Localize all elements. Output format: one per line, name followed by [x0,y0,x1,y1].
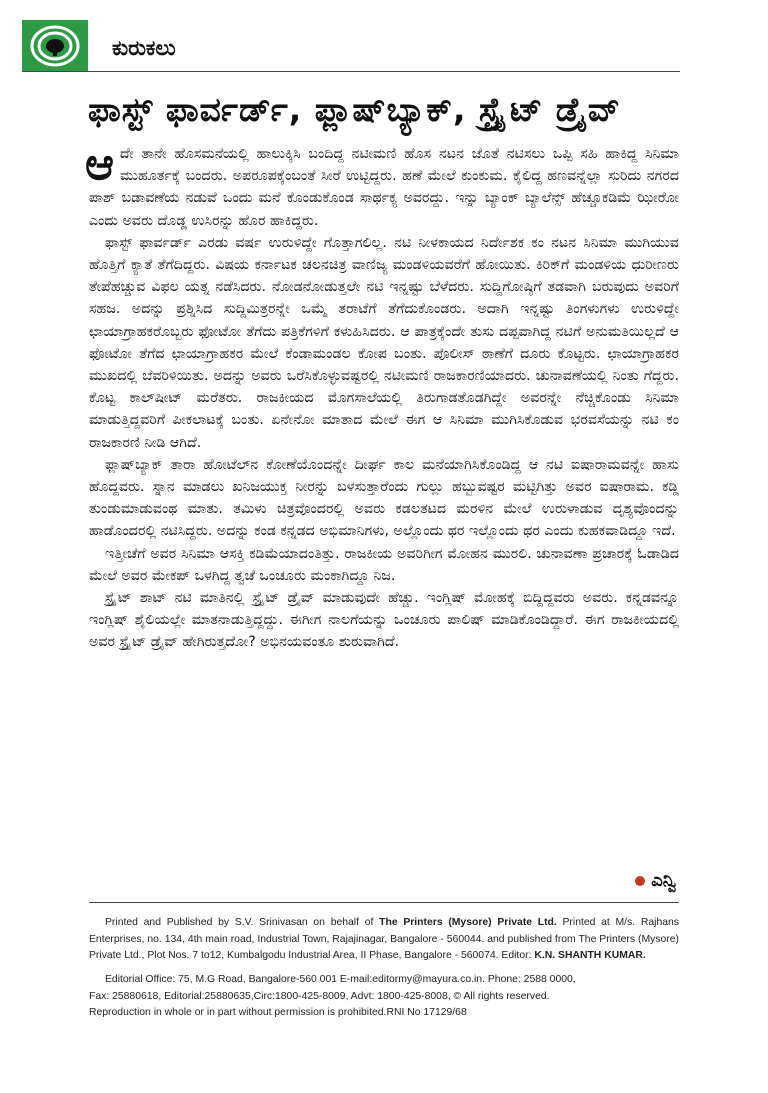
editorial-line: Fax: 25880618, Editorial:25880635,Circ:1800-425-8009, Advt: 1800-425-8008, © All rights reserved. [89,990,550,1002]
article-title: ಫಾಸ್ಟ್ ಫಾರ್ವರ್ಡ್, ಫ್ಲಾಷ್‌ಬ್ಯಾಕ್, ಸ್ಟ್ರೈಟ್ ಡ್ರೈವ್ [88,90,621,129]
editorial-line: Reproduction in whole or in part without permission is prohibited.RNI No 17129/68 [89,1007,467,1018]
article-body [85,139,679,654]
editorial-line: Editorial Office: 75, M.G Road, Bangalore-560 001 E-mail:editormy@mayura.co.in. Phone: 2588 0000, [105,974,576,985]
author-name: ಎನ್ವಿ [651,870,676,891]
page-header [22,20,682,72]
drop-cap: ಆ [85,139,115,190]
footer-divider [89,902,679,903]
circular-swirl-logo-icon [22,20,88,72]
article-paragraph: ಆದೇ ತಾನೇ ಹೊಸಮನೆಯಲ್ಲಿ ಹಾಲುಕ್ಕಿಸಿ ಬಂದಿದ್ದ ನಟೀಮಣಿ ಹೊಸ ನಟನ ಜೊತೆ ನಟಿಸಲು ಒಪ್ಪಿ ಸಹಿ ಹಾಕಿದ್ದ ಸಿನಿಮಾ ಮುಹೂರ್ತಕ್ಕೆ ಬಂದರು. ಅಪರೂಪಕ್ಕೆಂಬಂತೆ ಸೀರೆ ಉಟ್ಟಿದ್ದರು. ಹಣೆ ಮೇಲೆ ಕುಂಕುಮ. ಕೈಲಿದ್ದ ಹಣವನ್ನೆಲ್ಲಾ ಸುರಿದು ನಗರದ ಪಾಶ್ ಬಡಾವಣೆಯ ನಡುವೆ ಒಂದು ಮನೆ ಕೊಂಡುಕೊಂಡ ಸಾರ್ಥಕ್ಯ ಅವರದ್ದು. ಇನ್ನು ಬ್ಯಾಂಕ್ ಬ್ಯಾಲೆನ್ಸ್ ಹೆಚ್ಚೂಕಡಿಮೆ ಝೀರೋ ಎಂದು ಅವರು ದೊಡ್ಡ ಉಸಿರನ್ನು ಹೊರ ಹಾಕಿದ್ದರು. [85,139,679,229]
article-paragraph: ಫಾಸ್ಟ್ ಫಾರ್ವರ್ಡ್ ಎರಡು ವರ್ಷ ಉರುಳಿದ್ದೇ ಗೊತ್ತಾಗಲಿಲ್ಲ. ನಟಿ ನೀಳಕಾಯದ ನಿರ್ದೇಶಕ ಕಂ ನಟನ ಸಿನಿಮಾ ಮುಗಿಯುವ ಹೊತ್ತಿಗೆ ಕ್ಯಾತೆ ತೆಗೆದಿದ್ದರು. ವಿಷಯ ಕರ್ನಾಟಕ ಚಲನಚಿತ್ರ ವಾಣಿಜ್ಯ ಮಂಡಳಿಯವರೆಗೆ ಹೋಯಿತು. ಕಿರಿಕ್‌ಗೆ ಮಂಡಳಿಯ ಧುರೀಣರು ತೇಪೆಹಚ್ಚುವ ವಿಫಲ ಯತ್ನ ನಡೆಸಿದರು. ನೋಡನೋಡುತ್ತಲೇ ನಟಿ ಇನ್ನಷ್ಟು ಬೆಳೆದರು. ಸುದ್ದಿಗೋಷ್ಠಿಗೆ ತಡವಾಗಿ ಬರುವುದು ಅವರಿಗೆ ಸಹಜ. ಅದನ್ನು ಪ್ರಶ್ನಿಸಿದ ಸುದ್ದಿಮಿತ್ರರನ್ನೇ ಒಮ್ಮೆ ತರಾಟೆಗೆ ತೆಗೆದುಕೊಂಡರು. ಅದಾಗಿ ಇನ್ನಷ್ಟು ತಿಂಗಳುಗಳು ಉರುಳಿದ್ದೇ ಛಾಯಾಗ್ರಾಹಕರೊಬ್ಬರು ಫೋಟೋ ತೆಗೆದು ಪತ್ರಿಕೆಗಳಿಗೆ ಕಳುಹಿಸಿದರು. ಆ ಪಾತ್ರಕ್ಕೆಂದೇ ತುಸು ದಪ್ಪವಾಗಿದ್ದ ನಟಿಗೆ ಅನುಮತಿಯಿಲ್ಲದೆ ಆ ಫೋಟೋ ತೆಗೆದ ಛಾಯಾಗ್ರಾಹಕರ ಮೇಲೆ ಕೆಂಡಾಮಂಡಲ ಕೋಪ ಬಂತು. ಪೊಲೀಸ್ ಠಾಣೆಗೆ ದೂರು ಕೊಟ್ಟರು. ಛಾಯಾಗ್ರಾಹಕರ ಮುಖದಲ್ಲಿ ಬೆವರಿಳಿಯಿತು. ಅದನ್ನು ಅವರು ಒರೆಸಿಕೊಳ್ಳುವಷ್ಟರಲ್ಲಿ ನಟೀಮಣಿ ರಾಜಕಾರಣಿಯಾದರು. ಚುನಾವಣೆಯಲ್ಲಿ ನಿಂತು ಗೆದ್ದರು. ಕೊಟ್ಟ ಕಾಲ್‌ಷೀಟ್ ಮರೆತರು. ರಾಜಕೀಯದ ಮೊಗಸಾಲೆಯಲ್ಲಿ ತಿರುಗಾಡತೊಡಗಿದ್ದೇ ಅವರನ್ನೇ ನೆಚ್ಚಿಕೊಂಡು ಸಿನಿಮಾ ಮಾಡುತ್ತಿದ್ದವರಿಗೆ ಪೀಕಲಾಟಕ್ಕೆ ಬಂತು. ಏನೇನೋ ಮಾತಾದ ಮೇಲೆ ಈಗ ಆ ಸಿನಿಮಾ ಮುಗಿಸಿಕೊಡುವ ಭರವಸೆಯನ್ನು ನಟಿ ಕಂ ರಾಜಕಾರಣಿ ನೀಡಿ ಆಗಿದೆ. [89,234,679,451]
header-divider [22,71,680,72]
article-paragraph: ಸ್ಟ್ರೈಟ್ ಶಾಟ್ ನಟಿ ಮಾತಿನಲ್ಲಿ ಸ್ಟ್ರೈಟ್ ಡ್ರೈವ್ ಮಾಡುವುದೇ ಹೆಚ್ಚು. ಇಂಗ್ಲಿಷ್ ಮೋಹಕ್ಕೆ ಬಿದ್ದಿದ್ದವರು ಅವರು. ಕನ್ನಡವನ್ನೂ ಇಂಗ್ಲಿಷ್ ಶೈಲಿಯಲ್ಲೇ ಮಾತನಾಡುತ್ತಿದ್ದದ್ದು. ಈಗೀಗ ನಾಲಗೆಯನ್ನು ಒಂಚೂರು ಪಾಲಿಷ್ ಮಾಡಿಕೊಂಡಿದ್ದಾರೆ. ಈಗ ರಾಜಕೀಯದಲ್ಲಿ ಅವರ ಸ್ಟ್ರೈಟ್ ಡ್ರೈವ್ ಹೇಗಿರುತ್ತದೋ? ಅಭಿನಯವಂತೂ ಶುರುವಾಗಿದೆ. [89,590,679,651]
editorial-info [89,972,679,1022]
article-paragraph: ಇತ್ತೀಚೆಗೆ ಅವರ ಸಿನಿಮಾ ಆಸಕ್ತಿ ಕಡಿಮೆಯಾದಂತಿತ್ತು. ರಾಜಕೀಯ ಅವರಿಗೀಗ ಮೋಹನ ಮುರಲಿ. ಚುನಾವಣಾ ಪ್ರಚಾರಕ್ಕೆ ಓಡಾಡಿದ ಮೇಲೆ ಅವರ ಮೇಕಪ್ ಒಳಗಿದ್ದ ತ್ವಚೆ ಒಂಚೂರು ಮಂಕಾಗಿದ್ದೂ ನಿಜ. [89,545,679,584]
imprint-text: Printed and Published by S.V. Srinivasan on behalf of The Printers (Mysore) Private Ltd. Printed at M/s. Rajhans Enterprises, no. 134, 4th main road, Industrial Town, Rajajinagar, Bangalore - 560044. and published from The Printers (Mysore) Private Ltd., Plot Nos. 7 to12, Kumbalgodu Industrial Area, II Phase, Bangalore - 560074. Editor: K.N. SHANTH KUMAR. [89,917,679,961]
author-byline [635,870,676,891]
section-name: ಕುರುಕಲು [112,36,176,60]
article-paragraph: ಫ್ಲಾಷ್‌ಬ್ಯಾಕ್ ತಾರಾ ಹೋಟೆಲ್‌ನ ಕೋಣೆಯೊಂದನ್ನೇ ದೀರ್ಘ ಕಾಲ ಮನೆಯಾಗಿಸಿಕೊಂಡಿದ್ದ ಆ ನಟಿ ಐಷಾರಾಮವನ್ನೇ ಹಾಸು ಹೊದ್ದವರು. ಸ್ನಾನ ಮಾಡಲು ಖನಿಜಯುಕ್ತ ನೀರನ್ನು ಬಳಸುತ್ತಾರೆಂದು ಗುಲ್ಲು ಹಬ್ಬುವಷ್ಟರ ಮಟ್ಟಿಗಿತ್ತು ಅವರ ಐಷಾರಾಮ. ಕಡ್ಡಿ ತುಂಡುಮಾಡುವಂಥ ಮಾತು. ತಮಿಳು ಚಿತ್ರವೊಂದರಲ್ಲಿ ಅವರು ಕಡಲತಟದ ಮರಳಿನ ಮೇಲೆ ಉರುಳಾಡುವ ದೃಶ್ಯವೊಂದನ್ನು ಹಾಡೊಂದರಲ್ಲಿ ನಟಿಸಿದ್ದರು. ಅದನ್ನು ಕಂಡ ಕನ್ನಡದ ಅಭಿಮಾನಿಗಳು, ಅಲ್ಲೊಂದು ಥರ ಇಲ್ಲೊಂದು ಥರ ಎಂದು ಕುಹಕವಾಡಿದ್ದೂ ಇದೆ. [89,456,679,540]
bullet-icon [635,876,645,886]
